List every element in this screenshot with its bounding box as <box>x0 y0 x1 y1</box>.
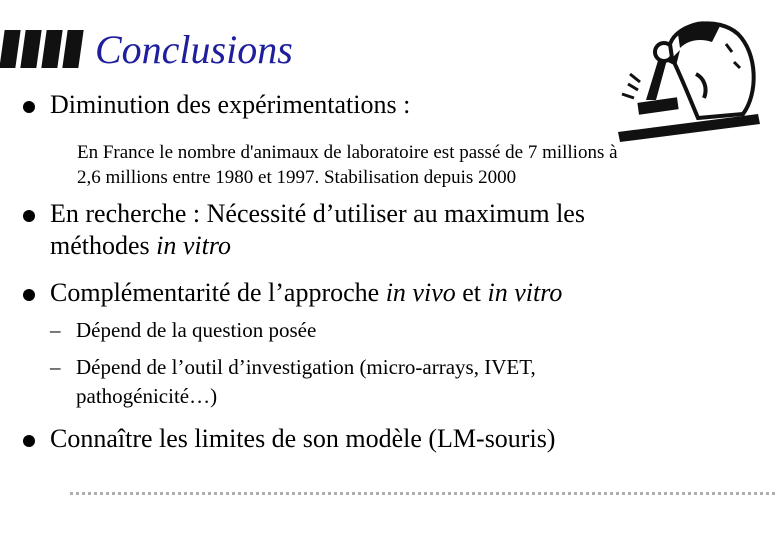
note-line-1: En France le nombre d'animaux de laboratoire est passé de 7 millions à <box>77 142 618 163</box>
bullet-dot <box>23 210 35 222</box>
note-line-2: 2,6 millions entre 1980 et 1997. Stabilisation depuis 2000 <box>77 167 517 188</box>
sub-bullet-question: Dépend de la question posée <box>76 318 317 342</box>
bullet-dot <box>23 101 35 113</box>
bullet-recherche-text: méthodes <box>50 231 157 260</box>
title-bar-decoration <box>0 30 86 68</box>
sub-bullet-outil-line2: pathogénicité…) <box>76 384 218 408</box>
sub-bullet-dash: – <box>50 355 61 379</box>
bullet-recherche-line1: En recherche : Nécessité d’utiliser au maximum les <box>50 199 585 228</box>
scientist-microscope-icon <box>608 14 768 142</box>
in-vitro-term: in vitro <box>156 231 232 260</box>
slide-title: Conclusions <box>95 27 293 72</box>
bullet-recherche-line2 <box>50 231 231 261</box>
bullet-complementarite-text: Complémentarité de l’approche <box>50 278 386 307</box>
bullet-dot <box>23 289 35 301</box>
in-vivo-term: in vivo <box>385 278 456 307</box>
bullet-limites: Connaître les limites de son modèle (LM-souris) <box>50 424 556 453</box>
bullet-dot <box>23 435 35 447</box>
in-vitro-term: in vitro <box>487 278 563 307</box>
bullet-diminution: Diminution des expérimentations : <box>50 90 411 119</box>
bottom-divider <box>70 492 775 495</box>
conjunction-text: et <box>455 278 488 307</box>
sub-bullet-dash: – <box>50 318 61 342</box>
sub-bullet-outil-line1: Dépend de l’outil d’investigation (micro-arrays, IVET, <box>76 355 536 379</box>
bullet-complementarite <box>50 278 562 308</box>
